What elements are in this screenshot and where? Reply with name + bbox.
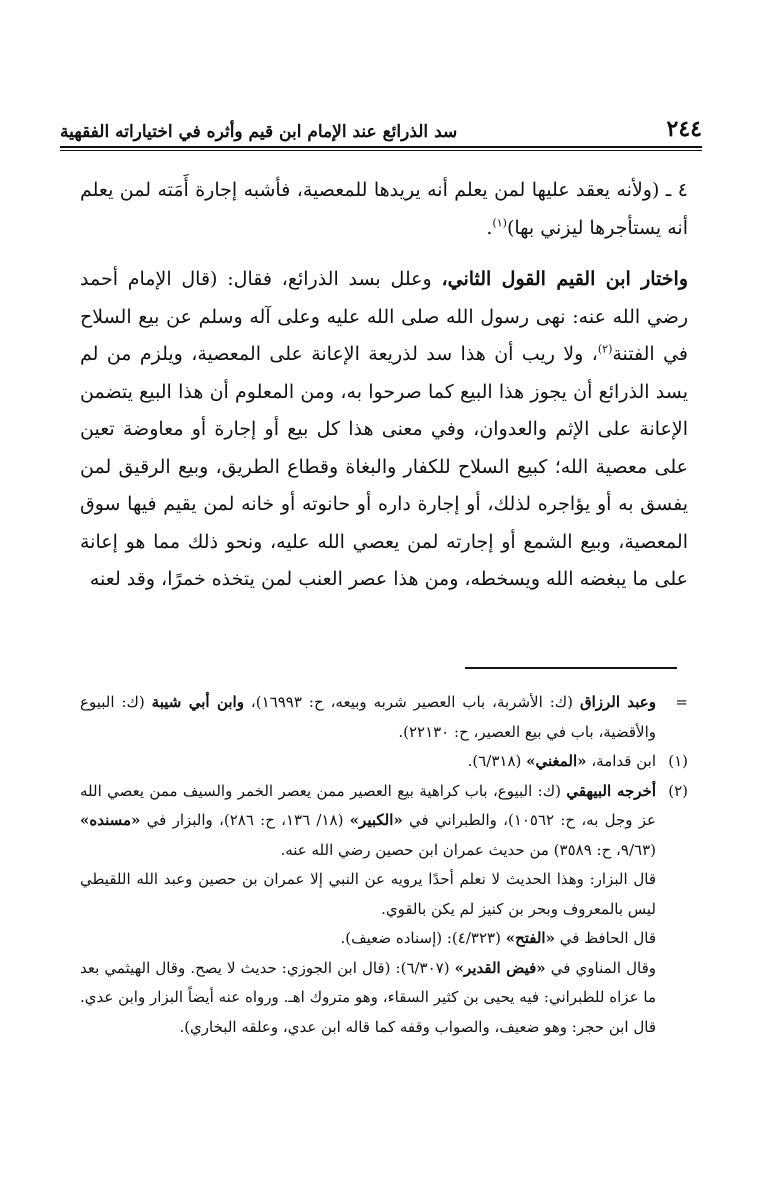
source-name: أخرجه البيهقي [566,781,656,800]
book-title: «الكبير» [349,811,403,829]
paragraph-lead: واختار ابن القيم القول الثاني، [441,268,689,290]
footnote-ref-2: (٢) [597,342,613,356]
footnote-marker: (٢) [668,781,688,800]
footnote-2 [80,777,688,1043]
citation-text: ابن قدامة، [586,752,656,770]
footnote-paragraph [80,954,656,1043]
header-rule-thin [60,150,702,151]
footnote-ref-1: (١) [492,216,507,230]
book-title: «مسنده» [80,811,141,829]
footnote-paragraph [80,924,656,954]
source-name: وابن أبي شيبة [151,693,244,711]
main-text [80,172,688,599]
footnote-paragraph [80,777,656,866]
book-title: «الفتح» [505,929,555,947]
citation-text: (٦/٣١٨). [467,752,527,770]
citation-text: (ك: البيوع والأقضية، باب في بيع العصير، ح: ٢٢١٣٠). [80,693,656,741]
citation-text: قال الحافظ في [554,929,656,947]
footnote-continuation [80,688,688,747]
citation-text: (٦/٣٠٧): (قال ابن الجوزي: حديث لا يصح. وقال الهيثمي بعد ما عزاه للطبراني: فيه يحيى بن كثير السقاء، وهو متروك اهـ. ورواه عنه أيضاً البزار وابن عدي. قال ابن حجر: وهو ضعيف، والصواب وقفه كما قاله ابن عدي، وعلقه البخاري). [80,958,656,1036]
header-rule-thick [60,146,702,148]
footnote-text [80,688,656,747]
paragraph-ibn-qayyim [80,261,688,599]
page-header [60,110,702,142]
book-title: «المغني» [526,752,587,770]
footnote-text [80,777,656,1043]
citation-text: (ك: الأشربة، باب العصير شربه وبيعه، ح: ١٦٩٩٣)، [243,693,580,711]
footnote-marker: (١) [668,752,688,770]
paragraph-text: ٤ ـ (ولأنه يعقد عليها لمن يعلم أنه يريدها للمعصية، فأشبه إجارة أَمَته لمن يعلم أنه يستأجرها ليزني بها) [80,179,688,239]
paragraph-end: . [486,216,493,239]
source-name: وعبد الرزاق [579,693,656,711]
footnote-1 [80,747,688,777]
citation-text: وقال المناوي في [545,958,656,977]
paragraph-text-b: ، ولا ريب أن هذا سد لذريعة الإعانة على المعصية، ويلزم من لم يسد الذرائع أن يجوز هذا البيع كما صرحوا به، ومن المعلوم أن هذا البيع يتضمن الإعانة على الإثم والعدوان، وفي معنى هذا كل بيع أو إجارة أو معاوضة تعين على معصية الله؛ كبيع السلاح للكفار والبغاة وقطاع الطريق، وبيع الرقيق لمن يفسق به أو يؤاجره لذلك، أو إجارة داره أو حانوته أو خانه لمن يقيم فيها سوق المعصية، وبيع الشمع أو إجارته لمن يعصي الله عليه، ونحو ذلك مما هو إعانة على ما يبغضه الله ويسخطه، ومن هذا عصر العنب لمن يتخذه خمرًا، وقد لعنه [80,343,688,590]
citation-text: (١٨/ ١٣٦، ح: ٢٨٦)، والبزار في [140,811,350,829]
footnote-separator [465,667,677,669]
citation-text: (٩/٦٣، ح: ٣٥٨٩) من حديث عمران ابن حصين رضي الله عنه. [280,840,656,859]
page-number: ٢٤٤ [666,116,702,142]
paragraph-text-a: وعلل بسد الذرائع، فقال: (قال الإمام أحمد رضي الله عنه: نهى رسول الله صلى الله عليه وعلى آله وسلم عن بيع السلاح في الفتنة [80,268,688,365]
running-title: سد الذرائع عند الإمام ابن قيم وأثره في اختياراته الفقهية [60,122,458,142]
paragraph-point-4 [80,172,688,247]
footnote-text [80,747,656,777]
footnote-paragraph: قال البزار: وهذا الحديث لا نعلم أحدًا يرويه عن النبي إلا عمران بن حصين وعبد الله اللقيطي ليس بالمعروف وبحر بن كنيز لم يكن بالقوي. [80,870,656,918]
book-title: «فيض القدير» [454,958,546,977]
footnote-marker: = [675,693,688,711]
citation-text: (ك: البيوع، باب كراهية بيع العصير ممن يعصر الخمر والسيف ممن يعصي الله عز وجل به، ح: ١٠٥٦٢)، والطبراني في [80,781,656,829]
footnotes [80,688,688,1042]
citation-text: (٤/٣٢٣): (إسناده ضعيف). [340,929,506,947]
